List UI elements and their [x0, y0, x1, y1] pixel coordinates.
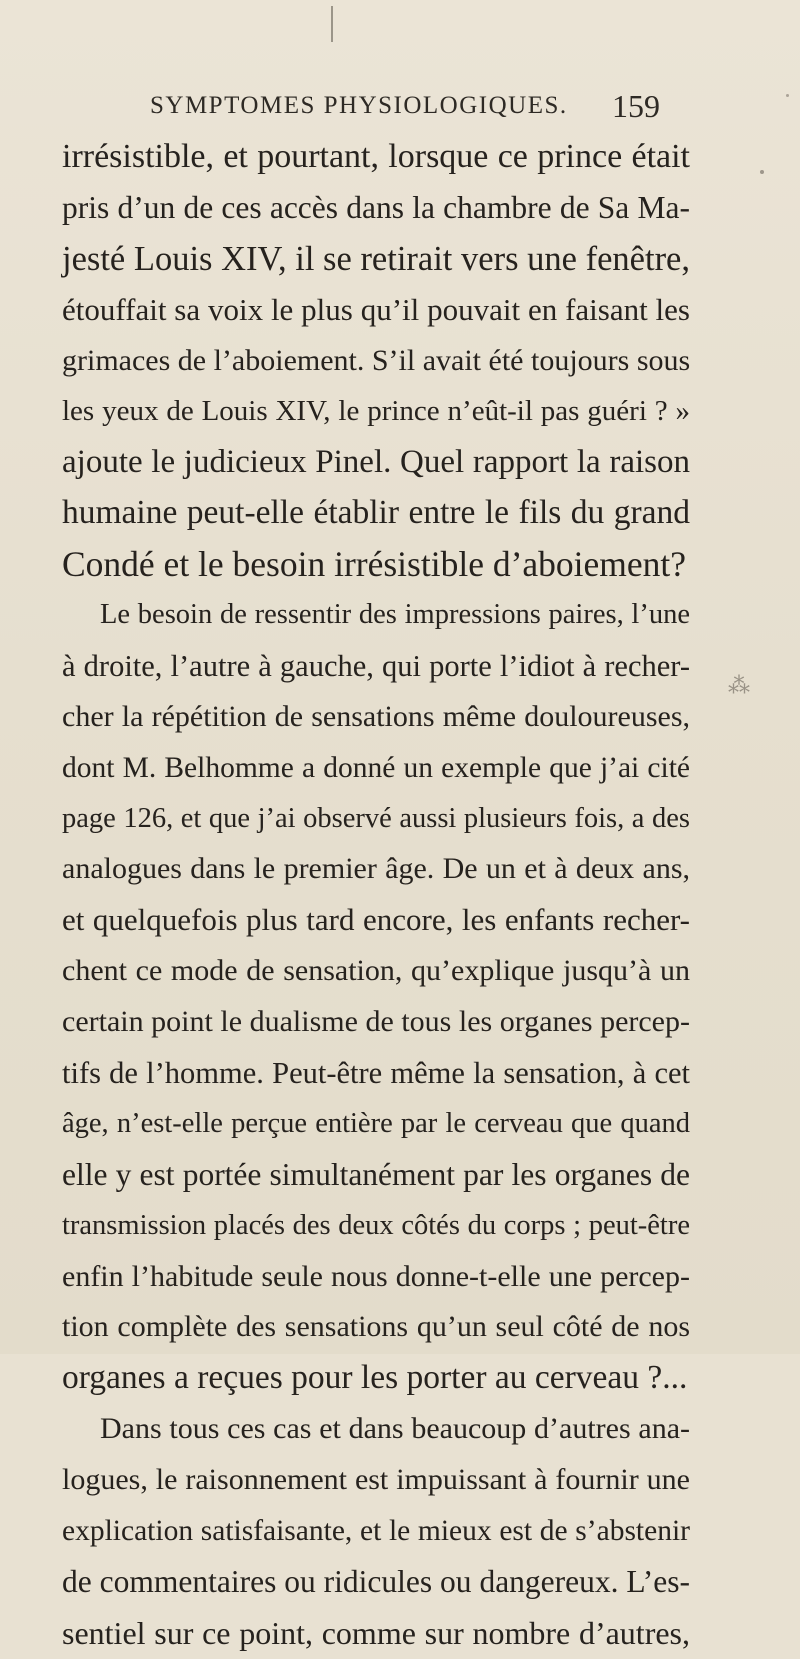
text-line: étouffait sa voix le plus qu’il pouvait en faisant les: [62, 291, 690, 327]
page-speck: [786, 94, 789, 97]
text-line: cher la répétition de sensations même douloureuses,: [62, 699, 690, 733]
text-line: dont M. Belhomme a donné un exemple que j’ai cité: [62, 751, 690, 784]
text-line: jesté Louis XIV, il se retirait vers une fenêtre,: [62, 239, 690, 278]
page-blemish: [331, 6, 333, 42]
text-line: Condé et le besoin irrésistible d’aboiement?: [62, 544, 687, 585]
text-line: analogues dans le premier âge. De un et à deux ans,: [62, 852, 690, 886]
running-header: [150, 88, 660, 128]
text-line: tion complète des sensations qu’un seul côté de nos: [62, 1310, 690, 1344]
page-speck: [760, 170, 764, 174]
text-line: transmission placés des deux côtés du corps ; peut-être: [62, 1209, 690, 1241]
text-line: chent ce mode de sensation, qu’explique jusqu’à un: [62, 954, 690, 988]
paragraph-start-line: Le besoin de ressentir des impressions paires, l’une: [100, 599, 690, 631]
text-line: de commentaires ou ridicules ou dangereux. L’es-: [62, 1563, 690, 1599]
text-line: âge, n’est-elle perçue entière par le cerveau que quand: [62, 1107, 690, 1139]
page-number: 159: [612, 88, 660, 124]
text-line: explication satisfaisante, et le mieux est de s’abstenir: [62, 1515, 690, 1548]
text-line: certain point le dualisme de tous les organes percep-: [62, 1005, 690, 1039]
paragraph-start-line: Dans tous ces cas et dans beaucoup d’autres ana-: [100, 1412, 690, 1446]
text-line: page 126, et que j’ai observé aussi plusieurs fois, a des: [62, 802, 690, 834]
text-line: irrésistible, et pourtant, lorsque ce prince était: [62, 138, 690, 175]
margin-smudge: ⁂: [728, 673, 750, 698]
text-line: grimaces de l’aboiement. S’il avait été toujours sous: [62, 343, 691, 377]
running-title: SYMPTOMES PHYSIOLOGIQUES.: [150, 92, 568, 119]
text-line: organes a reçues pour les porter au cerveau ?...: [62, 1359, 688, 1397]
text-line: ajoute le judicieux Pinel. Quel rapport la raison: [62, 444, 690, 481]
text-line: à droite, l’autre à gauche, qui porte l’idiot à recher-: [62, 648, 690, 683]
text-line: pris d’un de ces accès dans la chambre de Sa Ma-: [62, 189, 690, 225]
text-line: enfin l’habitude seule nous donne-t-elle une percep-: [62, 1259, 690, 1293]
text-line: et quelquefois plus tard encore, les enfants recher-: [62, 902, 690, 938]
text-line: tifs de l’homme. Peut-être même la sensation, à cet: [62, 1056, 690, 1091]
text-line: elle y est portée simultanément par les organes de: [62, 1156, 690, 1192]
text-line: les yeux de Louis XIV, le prince n’eût-il pas guéri ? »: [62, 395, 690, 428]
body-text: [62, 132, 690, 1659]
text-line: humaine peut-elle établir entre le fils du grand: [62, 494, 690, 532]
text-line: logues, le raisonnement est impuissant à fournir une: [62, 1463, 690, 1497]
text-line: sentiel sur ce point, comme sur nombre d’autres,: [62, 1614, 690, 1651]
